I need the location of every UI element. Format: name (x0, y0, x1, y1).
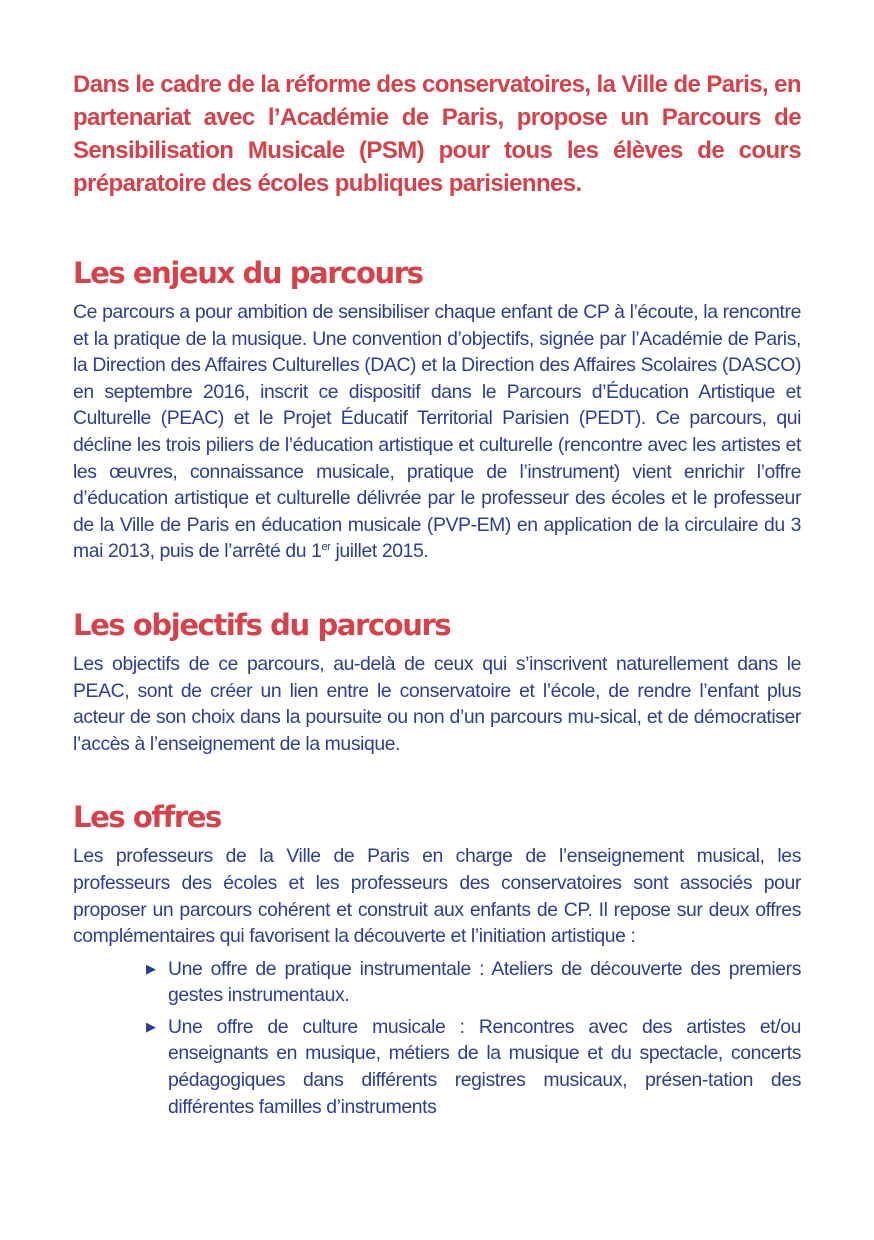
offer-text: Une offre de culture musicale : Rencontres avec des artistes et/ou enseignants en musique, métiers de la musique et du spectacle, concerts pédagogiques dans différents registres musicaux, présen-tation des différentes familles d’instruments (168, 1015, 801, 1118)
intro-paragraph: Dans le cadre de la réforme des conservatoires, la Ville de Paris, en partenariat avec l’Académie de Paris, propose un Parcours de Sensibilisation Musicale (PSM) pour tous les élèves de cours préparatoire des écoles publiques parisiennes. (73, 71, 801, 197)
list-item (146, 956, 801, 1009)
offers-list (73, 956, 801, 1121)
paragraph-objectifs: Les objectifs de ce parcours, au-delà de ceux qui s’inscrivent naturellement dans le PEAC, sont de créer un lien entre le conservatoire et l’école, de rendre l’enfant plus acteur de son choix dans la poursuite ou non d’un parcours mu-sical, et de démocratiser l’accès à l’enseignement de la musique. (73, 652, 801, 755)
paragraph-enjeux (73, 299, 801, 565)
offer-text: Une offre de pratique instrumentale : Ateliers de découverte des premiers gestes instrumentaux. (168, 957, 801, 1007)
heading-offres: Les offres (73, 800, 221, 835)
paragraph-offres: Les professeurs de la Ville de Paris en charge de l’enseignement musical, les professeurs des écoles et les professeurs des conservatoires sont associés pour proposer un parcours cohérent et construit aux enfants de CP. Il repose sur deux offres complémentaires qui favorisent la découverte et l’initiation artistique : (73, 845, 801, 948)
list-item (146, 1014, 801, 1120)
paragraph-enjeux-end: juillet 2015. (330, 540, 429, 563)
triangle-right-icon: ▶ (146, 960, 156, 976)
triangle-right-icon: ▶ (146, 1018, 156, 1034)
paragraph-enjeux-text: Ce parcours a pour ambition de sensibiliser chaque enfant de CP à l’écoute, la rencontre et la pratique de la musique. Une convention d’objectifs, signée par l’Académie de Paris, la Direction des Affaires Culturelles (DAC) et la Direction des Affaires Scolaires (DASCO) en septembre 2016, inscrit ce dispositif dans le Parcours d’Éducation Artistique et Culturelle (PEAC) et le Projet Éducatif Territorial Parisien (PEDT). Ce parcours, qui décline les trois piliers de l’éducation artistique et culturelle (rencontre avec les artistes et les œuvres, connaissance musicale, pratique de l’instrument) vient enrichir l’offre d’éducation artistique et culturelle délivrée par le professeur des écoles et le professeur de la Ville de Paris en éducation musicale (PVP-EM) en application de la circulaire du 3 mai 2013, puis de l’arrêté du 1 (73, 301, 801, 563)
superscript-er: er (321, 541, 331, 554)
heading-enjeux: Les enjeux du parcours (73, 256, 423, 290)
heading-objectifs: Les objectifs du parcours (73, 607, 451, 642)
document-page (73, 68, 801, 1125)
